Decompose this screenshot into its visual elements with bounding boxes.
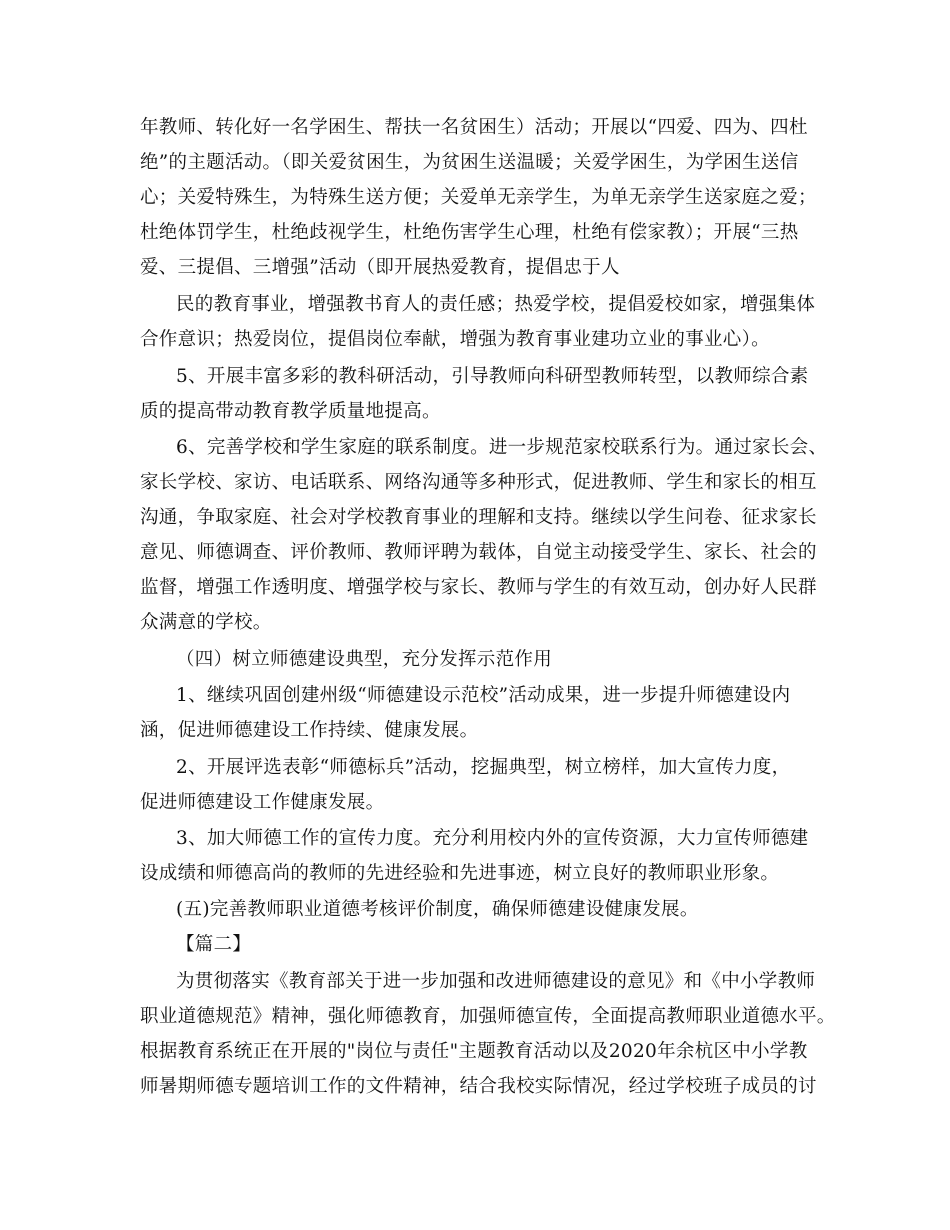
text-line: 5、开展丰富多彩的教科研活动，引导教师向科研型教师转型，以教师综合素 [176,366,809,387]
text-line: 监督，增强工作透明度、增强学校与家长、教师与学生的有效互动，创办好人民群 [140,577,817,598]
text-line: 师暑期师德专题培训工作的文件精神，结合我校实际情况，经过学校班子成员的讨 [140,1076,817,1097]
text-line: 心；关爱特殊生，为特殊生送方便；关爱单无亲学生，为单无亲学生送家庭之爱； [140,187,817,208]
text-line: 6、完善学校和学生家庭的联系制度。进一步规范家校联系行为。通过家长会、 [176,437,828,458]
text-line: 为贯彻落实《教育部关于进一步加强和改进师德建设的意见》和《中小学教师 [176,971,816,992]
section-heading: 【篇二】 [176,934,252,955]
text-line: 众满意的学校。 [140,612,272,633]
text-line: 家长学校、家访、电话联系、网络沟通等多种形式，促进教师、学生和家长的相互 [140,472,817,493]
text-line: 2、开展评选表彰“师德标兵”活动，挖掘典型，树立榜样，加大宣传力度， [176,757,791,778]
text-line: 根据教育系统正在开展的"岗位与责任"主题教育活动以及2020年余杭区中小学教 [140,1041,808,1062]
text-line: 合作意识；热爱岗位，提倡岗位奉献，增强为教育事业建功立业的事业心）。 [140,329,770,350]
section-heading: (五)完善教师职业道德考核评价制度，确保师德建设健康发展。 [176,899,699,920]
text-line: 促进师德建设工作健康发展。 [140,792,385,813]
text-line: 年教师、转化好一名学困生、帮扶一名贫困生）活动；开展以“四爱、四为、四杜 [140,117,808,138]
text-line: 绝”的主题活动。（即关爱贫困生，为贫困生送温暖；关爱学困生，为学困生送信 [140,152,799,173]
text-line: 爱、三提倡、三增强”活动（即开展热爱教育，提倡忠于人 [140,257,620,278]
text-line: 设成绩和师德高尚的教师的先进经验和先进事迹，树立良好的教师职业形象。 [140,863,780,884]
text-line: 质的提高带动教育教学质量地提高。 [140,401,441,422]
text-line: 民的教育事业，增强教书育人的责任感；热爱学校，提倡爱校如家，增强集体 [176,294,816,315]
text-line: 沟通，争取家庭、社会对学校教育事业的理解和支持。继续以学生问卷、征求家长 [140,507,817,528]
text-line: 职业道德规范》精神，强化师德教育，加强师德宣传，全面提高教师职业道德水平。 [140,1006,836,1027]
text-line: 涵，促进师德建设工作持续、健康发展。 [140,720,479,741]
text-line: 杜绝体罚学生，杜绝歧视学生，杜绝伤害学生心理，杜绝有偿家教）；开展“三热 [140,222,799,243]
text-line: 意见、师德调查、评价教师、教师评聘为载体，自觉主动接受学生、家长、社会的 [140,542,817,563]
section-heading: （四）树立师德建设典型，充分发挥示范作用 [176,649,553,670]
text-line: 3、加大师德工作的宣传力度。充分利用校内外的宣传资源，大力宣传师德建 [176,828,809,849]
text-line: 1、继续巩固创建州级“师德建设示范校”活动成果，进一步提升师德建设内 [176,685,791,706]
